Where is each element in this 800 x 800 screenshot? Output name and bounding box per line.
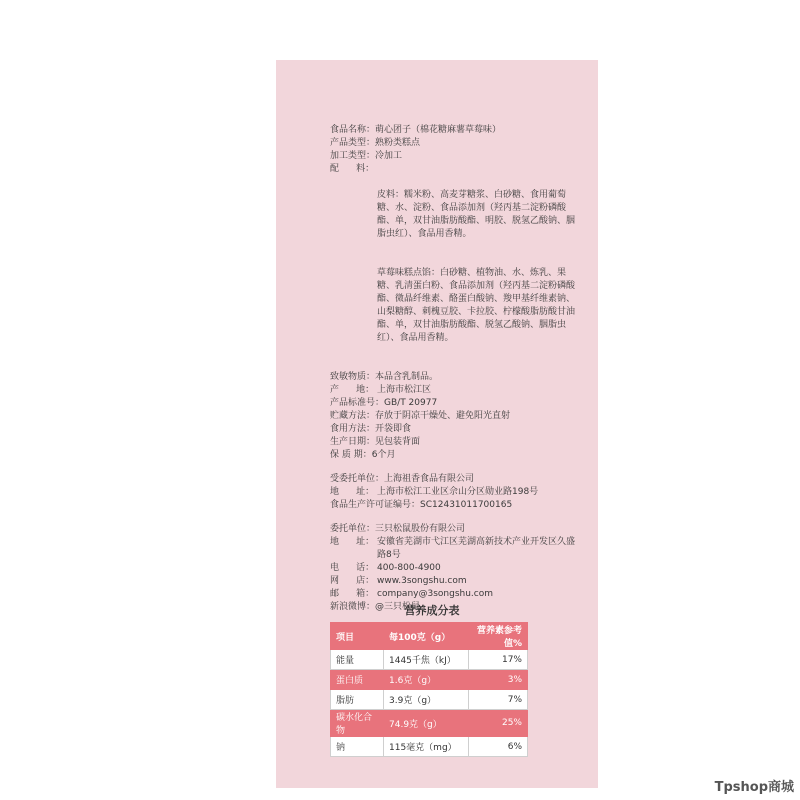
usage-row xyxy=(330,423,580,436)
nutrient-nrv: 25% xyxy=(469,710,528,737)
entrusting-label: 委托单位： xyxy=(330,524,376,534)
nutrition-row-energy xyxy=(331,650,528,670)
license-row xyxy=(330,499,580,512)
standard-value: GB/T 20977 xyxy=(384,398,438,408)
header-nrv: 营养素参考值% xyxy=(469,623,528,650)
nutrition-row-protein xyxy=(331,670,528,690)
entrusting-row xyxy=(330,523,580,536)
header-per-100g: 每100克（g） xyxy=(384,623,469,650)
product-type-value: 熟粉类糕点 xyxy=(375,138,421,148)
shelf-life-label: 保 质 期： xyxy=(330,450,372,460)
nutrient-amount: 74.9克（g） xyxy=(384,710,469,737)
email-row xyxy=(330,588,580,601)
website-row xyxy=(330,575,580,588)
entrusted-address-row xyxy=(330,486,580,499)
process-type-value: 冷加工 xyxy=(375,151,403,161)
email-value: company@3songshu.com xyxy=(377,589,493,599)
origin-value: 上海市松江区 xyxy=(377,385,432,395)
entrusted-label: 受委托单位： xyxy=(330,474,385,484)
ingredients-skin: 皮料：糯米粉、高麦芽糖浆、白砂糖、食用葡萄糖、水、淀粉、食品添加剂（羟丙基二淀粉磷酸酯、单，双甘油脂肪酸酯、明胶、脱氢乙酸钠、胭脂虫红）、食品用香精。 xyxy=(377,190,576,239)
weibo-value: @三只松鼠 xyxy=(375,602,421,612)
entrusted-row xyxy=(330,473,580,486)
nutrition-title: 营养成分表 xyxy=(404,604,460,617)
entrusting-address-label: 地 址： xyxy=(330,537,375,547)
phone-row xyxy=(330,562,580,575)
license-label: 食品生产许可证编号： xyxy=(330,500,421,510)
storage-value: 存放于阴凉干燥处、避免阳光直射 xyxy=(375,411,511,421)
product-type-row xyxy=(330,137,580,150)
nutrient-nrv: 3% xyxy=(469,670,528,690)
ingredients-label: 配 料： xyxy=(330,164,375,174)
origin-row xyxy=(330,384,580,397)
nutrient-name: 钠 xyxy=(331,737,384,757)
nutrition-row-carbohydrate xyxy=(331,710,528,737)
license-value: SC12431011700165 xyxy=(420,500,513,510)
header-item: 项目 xyxy=(331,623,384,650)
nutrient-amount: 3.9克（g） xyxy=(384,690,469,710)
production-date-label: 生产日期： xyxy=(330,437,376,447)
allergen-row xyxy=(330,371,580,384)
phone-label: 电 话： xyxy=(330,563,375,573)
ingredients-row xyxy=(330,163,580,371)
nutrition-header-row xyxy=(331,623,528,650)
product-type-label: 产品类型： xyxy=(330,138,376,148)
allergen-label: 致敏物质： xyxy=(330,372,376,382)
usage-label: 食用方法： xyxy=(330,424,376,434)
nutrient-name: 蛋白质 xyxy=(331,670,384,690)
nutrient-amount: 1.6克（g） xyxy=(384,670,469,690)
phone-value: 400-800-4900 xyxy=(377,563,441,573)
ingredients-filling: 草莓味糕点馅：白砂糖、植物油、水、炼乳、果糖、乳清蛋白粉、食品添加剂（羟丙基二淀粉磷酸酯、微晶纤维素、酪蛋白酸钠、羧甲基纤维素钠、山梨糖醇、刺槐豆胶、卡拉胶、柠檬酸脂肪酸甘油酯、单，双甘油脂肪酸酯、脱氢乙酸钠、胭脂虫红）、食品用香精。 xyxy=(377,268,576,343)
process-type-row xyxy=(330,150,580,163)
food-name-label: 食品名称： xyxy=(330,125,376,135)
nutrient-nrv: 6% xyxy=(469,737,528,757)
website-value: www.3songshu.com xyxy=(377,576,467,586)
allergen-value: 本品含乳制品。 xyxy=(375,372,439,382)
entrusting-address-row xyxy=(330,536,580,562)
storage-row xyxy=(330,410,580,423)
usage-value: 开袋即食 xyxy=(375,424,412,434)
watermark: Tpshop商城 xyxy=(714,780,794,795)
website-label: 网 店： xyxy=(330,576,375,586)
weibo-label: 新浪微博： xyxy=(330,602,376,612)
storage-label: 贮藏方法： xyxy=(330,411,376,421)
nutrient-amount: 115毫克（mg） xyxy=(384,737,469,757)
entrusted-address-value: 上海市松江工业区佘山分区勋业路198号 xyxy=(377,487,539,497)
production-date-row xyxy=(330,436,580,449)
standard-label: 产品标准号： xyxy=(330,398,385,408)
shelf-life-row xyxy=(330,449,580,462)
nutrient-nrv: 17% xyxy=(469,650,528,670)
entrusting-address-value: 安徽省芜湖市弋江区芜湖高新技术产业开发区久盛路8号 xyxy=(377,537,576,560)
email-label: 邮 箱： xyxy=(330,589,375,599)
food-name-row xyxy=(330,124,580,137)
origin-label: 产 地： xyxy=(330,385,375,395)
nutrition-table xyxy=(330,622,528,757)
nutrient-name: 碳水化合物 xyxy=(331,710,384,737)
entrusted-address-label: 地 址： xyxy=(330,487,375,497)
food-name-value: 萌心团子（棉花糖麻薯草莓味） xyxy=(375,125,502,135)
production-date-value: 见包装背面 xyxy=(375,437,421,447)
nutrient-name: 脂肪 xyxy=(331,690,384,710)
shelf-life-value: 6个月 xyxy=(371,450,396,460)
entrusting-value: 三只松鼠股份有限公司 xyxy=(375,524,466,534)
nutrition-row-sodium xyxy=(331,737,528,757)
nutrient-amount: 1445千焦（kJ） xyxy=(384,650,469,670)
process-type-label: 加工类型： xyxy=(330,151,376,161)
product-info xyxy=(330,124,580,614)
entrusted-value: 上海祖香食品有限公司 xyxy=(384,474,475,484)
nutrient-nrv: 7% xyxy=(469,690,528,710)
nutrition-row-fat xyxy=(331,690,528,710)
standard-row xyxy=(330,397,580,410)
nutrient-name: 能量 xyxy=(331,650,384,670)
